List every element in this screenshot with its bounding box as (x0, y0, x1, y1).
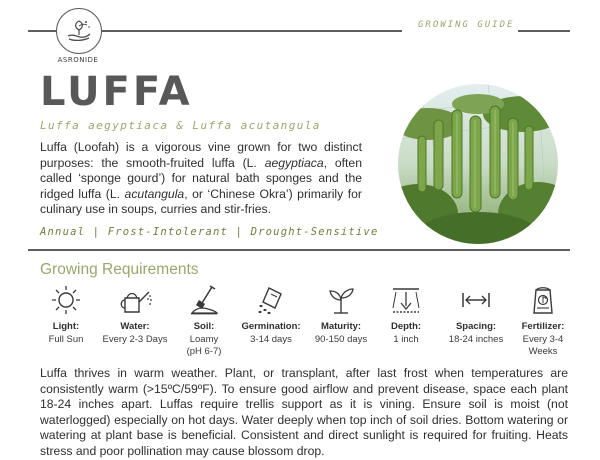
requirement-spacing (442, 284, 510, 346)
section-divider (28, 249, 570, 251)
requirement-maturity (308, 284, 374, 346)
requirement-soil (176, 284, 232, 358)
requirement-value: Full Sun (48, 334, 84, 345)
scientific-name: Luffa aegyptiaca & Luffa acutangula (40, 119, 321, 132)
requirement-value: 18-24 inches (448, 334, 504, 345)
intro-text: , or ‘Chinese Okra’) primarily for culinary use in soups, curries and stir-fries. (40, 186, 362, 217)
intro-species-2: acutangula (124, 186, 185, 201)
hand-plant-logo-icon (62, 14, 96, 48)
requirement-value: 3-14 days (250, 334, 292, 345)
requirement-label: Spacing: (455, 321, 497, 332)
intro-species-1: aegyptiaca (264, 155, 324, 170)
requirement-label: Depth: (390, 321, 422, 332)
watering-can-icon (117, 284, 153, 316)
page-title: LUFFA (40, 69, 193, 115)
requirement-light (36, 284, 96, 346)
soil-shovel-icon (188, 284, 220, 316)
requirement-depth (380, 284, 432, 346)
requirement-label: Fertilizer: (521, 321, 565, 332)
intro-paragraph (40, 140, 362, 218)
brand-logo (56, 8, 102, 54)
requirement-value: Every 3-4 Weeks (522, 334, 564, 357)
luffa-photo (398, 84, 558, 244)
requirement-label: Soil: (193, 321, 215, 332)
intro-text: , often called ‘sponge gourd’) for natural bath sponges and the ridged luffa (L. (40, 155, 362, 201)
guide-label: GROWING GUIDE (418, 20, 515, 30)
requirement-value: Loamy (pH 6-7) (186, 334, 222, 357)
requirement-value: 1 inch (393, 334, 419, 345)
depth-icon (390, 284, 422, 316)
header-rule-right (102, 30, 402, 32)
seed-packet-icon (255, 284, 287, 316)
brand-name: ASRONIDE (57, 56, 99, 64)
requirement-label: Light: (52, 321, 80, 332)
requirement-label: Germination: (241, 321, 301, 332)
fertilizer-bag-icon (527, 284, 559, 316)
spacing-arrows-icon (460, 284, 492, 316)
header-rule-end (518, 30, 570, 32)
requirement-label: Maturity: (320, 321, 362, 332)
plant-tags: Annual | Frost-Intolerant | Drought-Sensitive (40, 226, 379, 238)
sun-icon (50, 284, 82, 316)
sprout-icon (325, 284, 357, 316)
requirement-value: Every 2-3 Days (102, 334, 168, 345)
requirement-value: 90-150 days (314, 334, 368, 345)
intro-text: Luffa (Loofah) is a vigorous vine grown for two distinct purposes: the smooth-fruited luffa (L. (40, 140, 362, 170)
requirement-label: Water: (120, 321, 150, 332)
section-heading: Growing Requirements (40, 261, 199, 278)
requirement-fertilizer (514, 284, 572, 358)
luffa-vines-image (398, 84, 558, 244)
requirement-water (98, 284, 172, 346)
requirement-germination (236, 284, 306, 346)
care-paragraph: Luffa thrives in warm weather. Plant, or transplant, after last frost when temperatures are consistently warm (>15ºC/59ºF). To ensure good airflow and prevent disease, space each plant 18-24 inches apart. Luffas require trellis support as it is vining. Ensure soil is moist (not waterlogged) especially on hot days. Water deeply when top inch of soil dries. Bottom watering or watering at plant base is beneficial. Consistent and direct sunlight is required for fruiting. Heats stress and poor pollination may cause blossom drop. (40, 366, 568, 458)
